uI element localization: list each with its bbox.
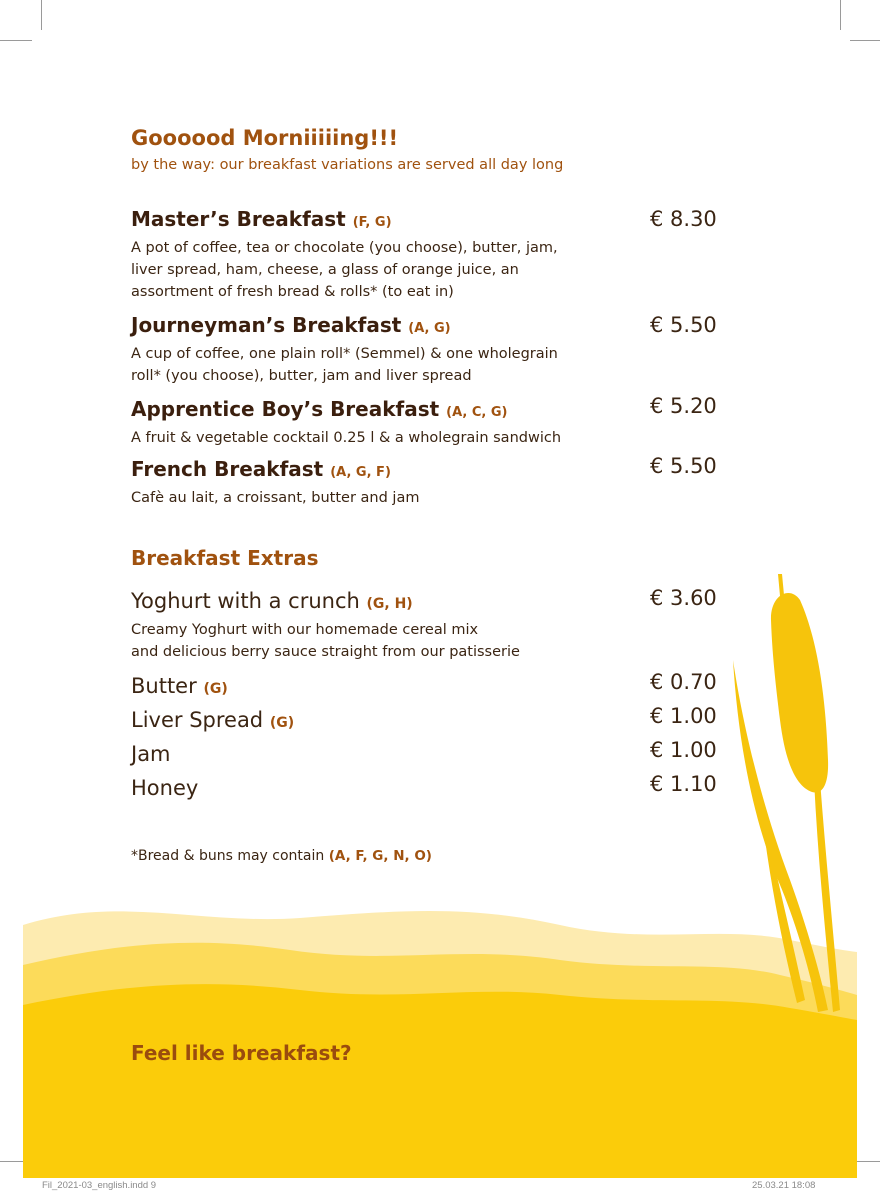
item-price: € 5.50: [650, 454, 717, 478]
item-name: Yoghurt with a crunch: [131, 589, 360, 613]
description-line: A pot of coffee, tea or chocolate (you choose), butter, jam,: [131, 240, 558, 256]
wave-dark: [23, 984, 857, 1178]
menu-item-apprentice-boys-breakfast: [131, 396, 731, 449]
item-price: € 8.30: [650, 207, 717, 231]
description-line: liver spread, ham, cheese, a glass of orange juice, an: [131, 262, 519, 278]
description-line: A fruit & vegetable cocktail 0.25 l & a wholegrain sandwich: [131, 430, 562, 446]
item-name: Jam: [131, 742, 171, 766]
item-price: € 5.20: [650, 394, 717, 418]
extra-item-butter: [131, 674, 228, 698]
extra-item-jam: [131, 742, 171, 766]
description-line: roll* (you choose), butter, jam and liver spread: [131, 368, 472, 384]
allergen-codes: (A, G, F): [330, 465, 391, 480]
item-price: € 0.70: [650, 670, 717, 694]
section-title-extras: Breakfast Extras: [131, 546, 319, 570]
item-description: [131, 427, 731, 449]
print-slug-left: Fil_2021-03_english.indd 9: [42, 1180, 157, 1191]
item-name: Apprentice Boy’s Breakfast: [131, 397, 440, 421]
page-title: Goooood Morniiiiing!!!: [131, 126, 399, 150]
item-description: [131, 487, 731, 509]
description-line: Cafè au lait, a croissant, butter and jam: [131, 490, 420, 506]
page-subtitle: by the way: our breakfast variations are served all day long: [131, 157, 564, 173]
item-name: Master’s Breakfast: [131, 207, 346, 231]
item-description: [131, 619, 731, 663]
menu-item-masters-breakfast: [131, 206, 731, 303]
item-price: € 3.60: [650, 586, 717, 610]
item-name: Honey: [131, 776, 199, 800]
allergen-codes: (G): [203, 681, 228, 697]
allergen-codes: (F, G): [352, 215, 392, 230]
description-line: assortment of fresh bread & rolls* (to eat in): [131, 284, 454, 300]
reed-tip: [778, 574, 784, 596]
print-slug-right: 25.03.21 18:08: [752, 1180, 816, 1191]
allergen-footnote: [131, 848, 432, 864]
reed-head: [771, 593, 828, 793]
item-description: [131, 237, 731, 303]
item-price: € 1.00: [650, 738, 717, 762]
item-name: Butter: [131, 674, 197, 698]
item-price: € 5.50: [650, 313, 717, 337]
description-line: and delicious berry sauce straight from our patisserie: [131, 644, 520, 660]
allergen-codes: (A, G): [408, 321, 451, 336]
call-to-action: Feel like breakfast?: [131, 1041, 352, 1065]
item-price: € 1.10: [650, 772, 717, 796]
description-line: A cup of coffee, one plain roll* (Semmel) & one wholegrain: [131, 346, 558, 362]
allergen-codes: (A, F, G, N, O): [328, 848, 432, 864]
item-name: French Breakfast: [131, 457, 324, 481]
extra-item-honey: [131, 776, 198, 800]
menu-item-french-breakfast: [131, 456, 731, 509]
footnote-text: *Bread & buns may contain: [131, 848, 329, 864]
menu-item-journeymans-breakfast: [131, 312, 731, 387]
item-price: € 1.00: [650, 704, 717, 728]
item-name: Journeyman’s Breakfast: [131, 313, 402, 337]
description-line: Creamy Yoghurt with our homemade cereal mix: [131, 622, 479, 638]
extra-item-liver-spread: [131, 708, 294, 732]
item-name: Liver Spread: [131, 708, 264, 732]
allergen-codes: (G, H): [366, 596, 413, 612]
item-description: [131, 343, 731, 387]
allergen-codes: (G): [269, 715, 295, 731]
allergen-codes: (A, C, G): [446, 405, 508, 420]
menu-item-yoghurt: [131, 588, 731, 663]
